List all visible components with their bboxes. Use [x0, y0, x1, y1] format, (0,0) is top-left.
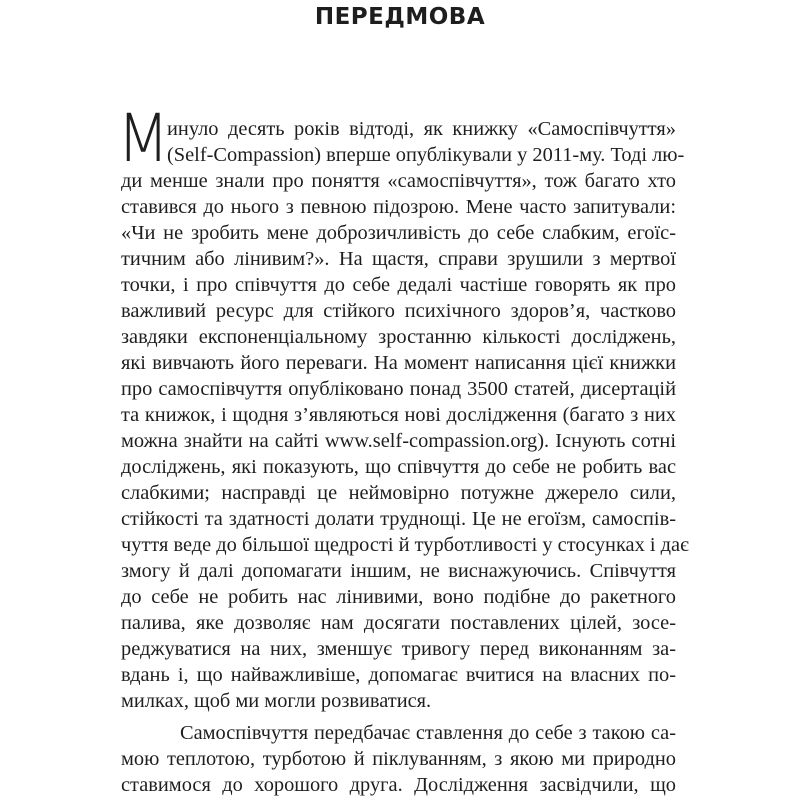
- text-line: ставився до нього з певною підозрою. Мене часто запитували:: [121, 196, 676, 218]
- text-line: точки, і про співчуття до себе дедалі частіше говорять як про: [121, 274, 676, 296]
- text-line: вдань і, що найважливіше, допомагає вчитися на власних по-: [121, 664, 676, 686]
- text-line: можна знайти на сайті www.self-compassion.org). Існують сотні: [121, 430, 676, 452]
- text-line: слабкими; насправді це неймовірно потужне джерело сили,: [121, 482, 676, 504]
- text-line: змогу й далі допомагати іншим, не виснажуючись. Співчуття: [121, 560, 676, 582]
- text-line: про самоспівчуття опубліковано понад 3500 статей, дисертацій: [121, 378, 676, 400]
- text-line: чуття веде до більшої щедрості й турботливості у стосунках і дає: [121, 534, 689, 556]
- text-line: які вивчають його переваги. На момент написання цієї книжки: [121, 352, 676, 374]
- drop-cap: М: [117, 100, 170, 177]
- text-line: Самоспівчуття передбачає ставлення до себе з такою са-: [180, 722, 676, 744]
- text-line: милках, щоб ми могли розвиватися.: [121, 690, 432, 712]
- text-line: ди менше знали про поняття «самоспівчуття», тож багато хто: [121, 170, 676, 192]
- text-line: ставимося до хорошого друга. Дослідження засвідчили, що: [121, 774, 676, 796]
- page-title: ПЕРЕДМОВА: [314, 4, 486, 30]
- text-line: мою теплотою, турботою й піклуванням, з якою ми природно: [121, 748, 676, 770]
- text-line: завдяки експоненціальному зростанню кількості досліджень,: [121, 326, 676, 348]
- text-line: тичним або лінивим?». На щастя, справи зрушили з мертвої: [121, 248, 676, 270]
- text-line: важливий ресурс для стійкого психічного здоров’я, частково: [121, 300, 676, 322]
- text-line: (Self-Compassion) вперше опублікували у 2011-му. Тоді лю-: [167, 144, 685, 166]
- text-line: досліджень, які показують, що співчуття до себе не робить вас: [121, 456, 676, 478]
- text-line: стійкості та здатності долати труднощі. Це не егоїзм, самоспів-: [121, 508, 676, 530]
- text-line: палива, яке дозволяє нам досягати поставлених цілей, зосе-: [121, 612, 676, 634]
- text-line: реджуватися на них, зменшує тривогу перед виконанням за-: [121, 638, 676, 660]
- text-line: «Чи не зробить мене доброзичливість до себе слабким, егоїс-: [121, 222, 676, 244]
- text-line: до себе не робить нас лінивими, воно подібне до ракетного: [121, 586, 676, 608]
- text-line: инуло десять років відтоді, як книжку «Самоспівчуття»: [167, 118, 676, 140]
- text-line: та книжок, і щодня з’являються нові дослідження (багато з них: [121, 404, 676, 426]
